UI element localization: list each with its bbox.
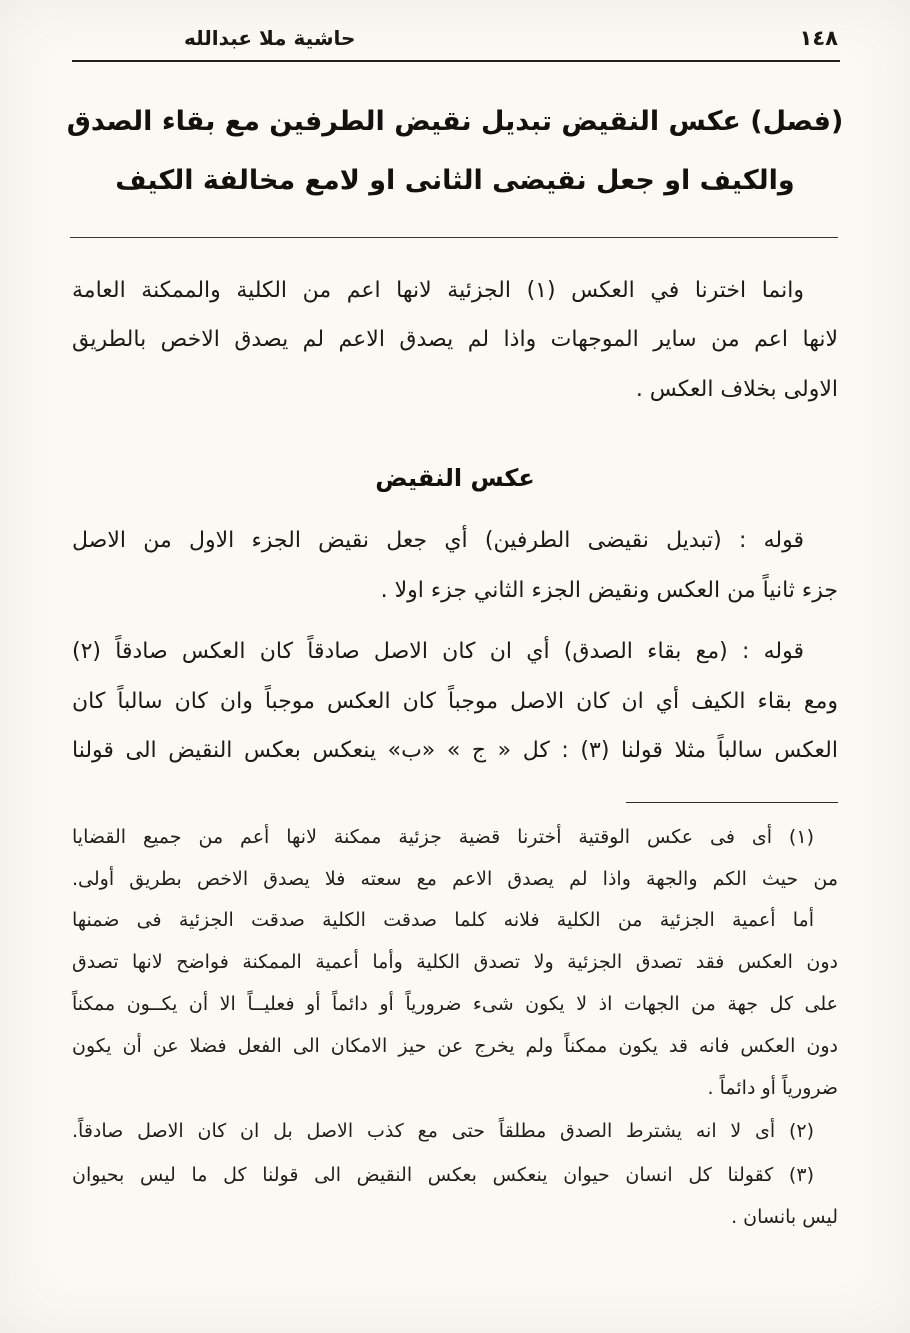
- page-header: [0, 0, 910, 58]
- footnote-line: (٣) كقولنا كل انسان حيوان ينعكس بعكس النقيض الى قولنا كل ما ليس بحيوان: [72, 1164, 814, 1187]
- footnote-line: ضرورياً أو دائماً .: [707, 1076, 838, 1099]
- footnote-1: [72, 817, 838, 1110]
- commentary-paragraph-2: [0, 627, 910, 776]
- footnote-line: من حيث الكم والجهة واذا لم يصدق الاعم مع سعته فلا يصدق الاخص بطريق أولى.: [72, 867, 838, 890]
- footnote-2: [72, 1111, 838, 1153]
- text-line: ومع بقاء الكيف أي ان كان الاصل موجباً كان العكس موجباً وان كان سالباً كان: [72, 688, 838, 714]
- text-line: قوله : (مع بقاء الصدق) أي ان كان الاصل صادقاً كان العكس صادقاً (٢): [72, 639, 804, 665]
- footnote-line: (٢) أى لا انه يشترط الصدق مطلقاً حتى مع كذب الاصل بل ان كان الاصل صادقاً.: [72, 1120, 814, 1143]
- chapter-title: [0, 92, 910, 211]
- footnote-line: ليس بانسان .: [731, 1205, 838, 1228]
- chapter-title-line2: والكيف او جعل نقيضى الثانى او لامع مخالفة الكيف: [115, 165, 795, 197]
- header-rule: [72, 60, 840, 62]
- chapter-title-line1: (فصل) عكس النقيض تبديل نقيض الطرفين مع بقاء الصدق: [66, 106, 844, 137]
- text-line: العكس سالباً مثلا قولنا (٣) : كل « ج » «ب» ينعكس بعكس النقيض الى قولنا: [72, 738, 838, 764]
- section-heading: عكس النقيض: [375, 464, 535, 493]
- footnote-separator: [626, 802, 838, 803]
- footnote-line: أما أعمية الجزئية من الكلية فلانه كلما صدقت الكلية صدقت الجزئية فى ضمنها: [72, 909, 814, 932]
- commentary-paragraph-1: [0, 516, 910, 615]
- text-line: لانها اعم من ساير الموجهات واذا لم يصدق الاعم لم يصدق الاخص بالطريق: [72, 327, 838, 353]
- footnotes: [0, 817, 910, 1239]
- book-title: حاشية ملا عبدالله: [184, 26, 356, 50]
- text-line: جزء ثانياً من العكس ونقيض الجزء الثاني جزء اولا .: [380, 577, 838, 603]
- footnote-line: على كل جهة من الجهات اذ لا يكون شىء ضرورياً أو دائماً أو فعليــاً الا أن يكــون ممكناً: [72, 992, 838, 1015]
- text-line: وانما اخترنا في العكس (١) الجزئية لانها اعم من الكلية والممكنة العامة: [72, 277, 804, 303]
- text-line: قوله : (تبديل نقيضى الطرفين) أي جعل نقيض الجزء الاول من الاصل: [72, 528, 804, 554]
- intro-paragraph: [0, 266, 910, 415]
- footnote-line: دون العكس فقد تصدق الجزئية ولا تصدق الكلية وأما أعمية الممكنة فواضح لانها تصدق: [72, 951, 838, 974]
- footnote-line: دون العكس فانه قد يكون ممكناً ولم يخرج عن حيز الامكان الى الفعل فضلا عن أن يكون: [72, 1034, 838, 1057]
- page-number: ١٤٨: [799, 26, 838, 50]
- footnote-line: (١) أى فى عكس الوقتية أخترنا قضية جزئية ممكنة لانها أعم من جميع القضايا: [72, 825, 814, 848]
- title-divider: [70, 237, 838, 238]
- text-line: الاولى بخلاف العكس .: [635, 376, 838, 402]
- footnote-3: [72, 1155, 838, 1239]
